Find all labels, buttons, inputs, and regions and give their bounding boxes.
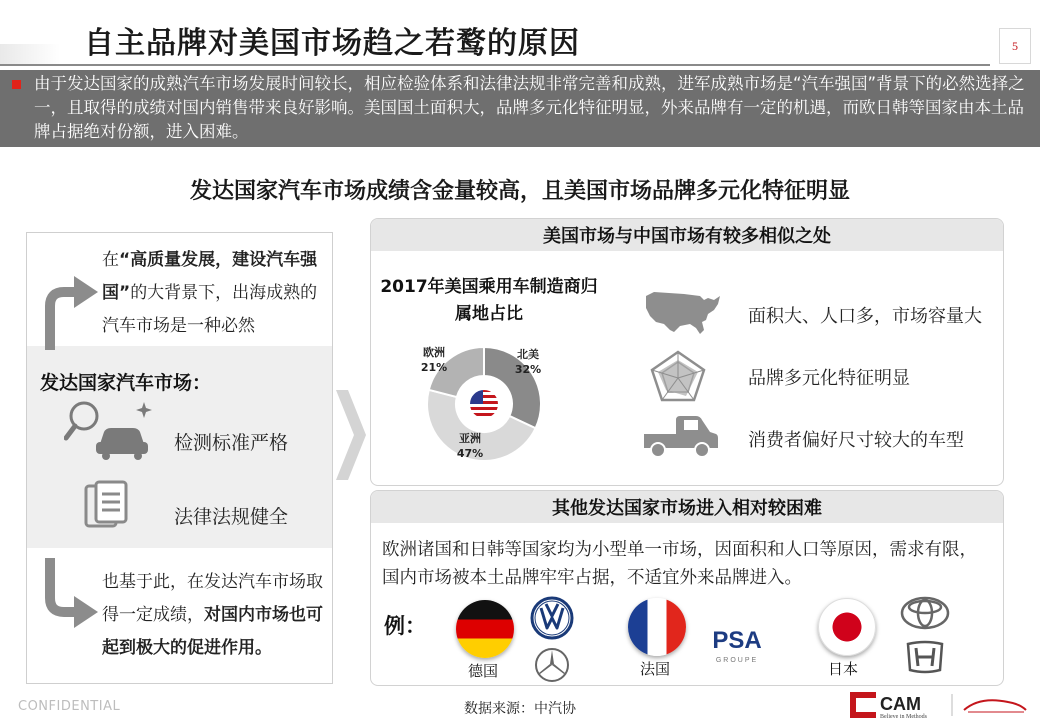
main-heading: 发达国家汽车市场成绩含金量较高，且美国市场品牌多元化特征明显: [189, 179, 850, 204]
toyota-logo: [900, 596, 950, 630]
left-item-inspection: 检测标准严格: [174, 432, 289, 454]
curved-arrow-down-icon: [36, 558, 102, 638]
difficulty-title: 其他发达国家市场进入相对较困难: [552, 498, 822, 519]
example-label: 例：: [384, 614, 426, 638]
difficulty-text: 欧洲诸国和日韩等国家均为小型单一市场，因面积和人口等原因，需求有限，国内市场被本土品牌牢牢占据，不适宜外来品牌进入。: [382, 540, 977, 588]
honda-logo: [904, 640, 946, 674]
left-mid-title: 发达国家汽车市场：: [40, 372, 212, 394]
slice-label-europe: 欧洲: [423, 346, 445, 359]
country-germany: 德国: [468, 662, 499, 680]
germany-flag-icon: [456, 600, 514, 658]
summary-bullet-icon: [12, 80, 21, 89]
slice-value-north-america: 32%: [514, 363, 542, 376]
document-icon: [84, 480, 130, 532]
left-bottom-normal: 也基于此，在发达汽车市场取得一定成绩，: [102, 572, 323, 625]
left-bottom-bold: 对国内市场也可起到极大的促进作用。: [102, 605, 323, 658]
usa-map-icon: [644, 290, 722, 336]
left-item-laws: 法律法规健全: [174, 506, 289, 528]
similarity-item-car-size: 消费者偏好尺寸较大的车型: [748, 430, 964, 451]
us-flag-icon: [469, 389, 499, 419]
slice-label-asia: 亚洲: [459, 432, 481, 445]
similarities-title: 美国市场与中国市场有较多相似之处: [543, 226, 831, 247]
psa-logo-sub: GROUPE: [715, 657, 759, 664]
left-bottom-text: [102, 566, 334, 665]
page-title: 自主品牌对美国市场趋之若鹜的原因: [84, 26, 580, 61]
japan-flag-icon: [818, 598, 876, 656]
slice-value-europe: 21%: [420, 361, 448, 374]
confidential-label: CONFIDENTIAL: [18, 699, 121, 714]
left-top-suffix: 的大背景下，出海成熟的汽车市场是一种必然: [102, 283, 318, 336]
slice-label-north-america: 北美: [517, 348, 539, 361]
curved-arrow-up-icon: [36, 260, 102, 350]
left-top-bold: “高质量发展，建设汽车强国”: [102, 250, 318, 303]
origin-share-donut-chart: [404, 336, 564, 472]
mercedes-logo: [533, 646, 571, 684]
vw-logo: [530, 596, 574, 640]
cam-logo-text: CAM: [880, 694, 921, 714]
pickup-truck-icon: [640, 414, 720, 460]
country-japan: 日本: [828, 660, 859, 678]
psa-logo: [702, 622, 772, 666]
similarity-item-brands: 品牌多元化特征明显: [748, 368, 910, 389]
psa-logo-text: PSA: [712, 627, 762, 654]
radar-chart-icon: [650, 350, 706, 402]
chart-title: 2017年美国乘用车制造商归属地占比: [380, 277, 598, 324]
title-divider: [0, 64, 990, 66]
data-source: 数据来源：中汽协: [464, 701, 576, 717]
similarity-item-size: 面积大、人口多，市场容量大: [748, 306, 982, 327]
cam-logo: [848, 690, 1038, 720]
chevron-right-icon: [334, 390, 366, 480]
france-flag-icon: [628, 598, 686, 656]
title-accent: [0, 44, 60, 66]
slice-value-asia: 47%: [456, 447, 484, 460]
summary-text: 由于发达国家的成熟汽车市场发展时间较长，相应检验体系和法律法规非常完善和成熟，进军成熟市场是“汽车强国”背景下的必然选择之一，且取得的成绩对国内销售带来良好影响。美国国土面积大，品牌多元化特征明显，外来品牌有一定的机遇，而欧日韩等国家由本土品牌占据绝对份额，进入困难。: [34, 74, 1025, 141]
page-number: 5: [999, 28, 1031, 64]
left-top-prefix: 在: [102, 250, 119, 270]
magnifier-car-icon: [64, 398, 154, 460]
cam-logo-tagline: Believe in Methods: [880, 714, 927, 720]
left-top-text: [102, 244, 334, 343]
country-france: 法国: [640, 660, 671, 678]
